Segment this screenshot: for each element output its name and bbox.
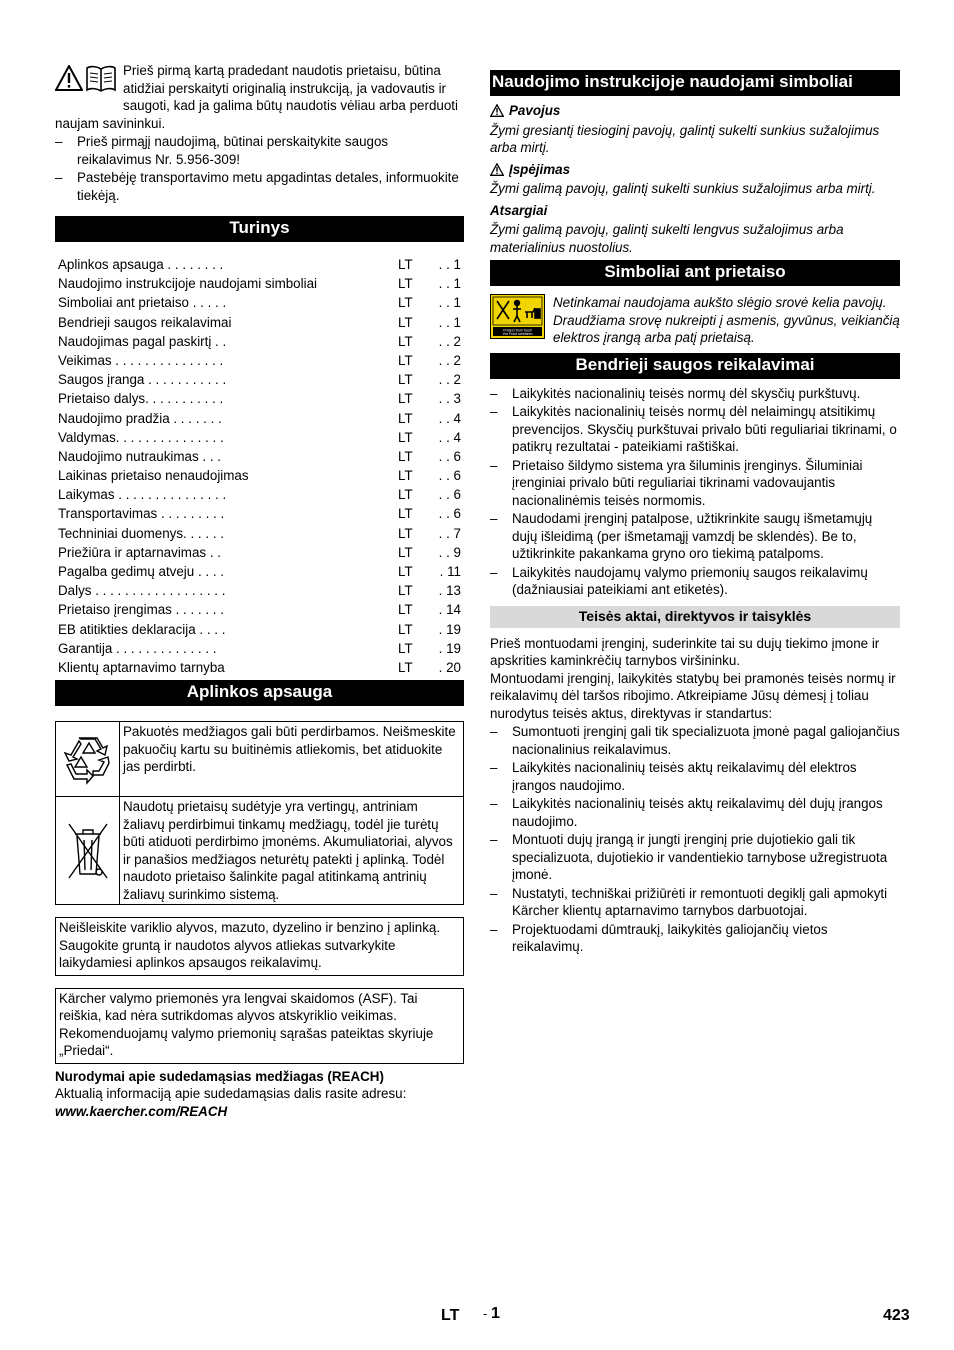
reach-link[interactable]: www.kaercher.com/REACH — [55, 1103, 228, 1119]
toc-title: Transportavimas . . . . . . . . . — [58, 506, 225, 522]
warning-triangle-icon — [55, 65, 83, 91]
toc-row[interactable] — [55, 504, 464, 523]
toc-lang: LT — [398, 506, 413, 522]
oil-notice-text: Neišleiskite variklio alyvos, mazuto, dyzelino ir benzino į aplinką. Saugokite gruntą ir naudotos alyvos atliekas sutvarkykite laikydamiesi aplinkos apsaugos reikalavimų. — [59, 920, 441, 971]
warning-label: Įspėjimas — [509, 161, 571, 177]
list-item: – Sumontuoti įrenginį gali tik specializuota įmonė pagal galiojančius nacionalinius reikalavimus. — [490, 723, 900, 758]
toc-row[interactable] — [55, 274, 464, 293]
list-item: – Laikykitės nacionalinių teisės aktų reikalavimų dėl elektros įrangos naudojimo. — [490, 759, 900, 794]
regulations-para2: Montuodami įrenginį, laikykitės statybų bei pramonės teisės normų ir reikalavimų dėl taršos ribojimo. Atkreipiame Jūsų dėmesį į toliau nurodytus teisės aktus, direktyvas ir standartus: — [490, 670, 896, 721]
env-table — [55, 721, 464, 905]
toc-lang: LT — [398, 621, 413, 637]
toc-page: . . 4 — [438, 429, 461, 445]
regulations-para1: Prieš montuodami įrenginį, suderinkite tai su dujų tiekimo įmone ir apskrities kaminkrėčių tarnybos viršininku. — [490, 635, 880, 668]
toc-lang: LT — [398, 640, 413, 656]
toc-row[interactable] — [55, 389, 464, 408]
toc-page: . . 1 — [438, 314, 461, 330]
toc-lang: LT — [398, 257, 413, 272]
toc-page: . 20 — [438, 659, 461, 675]
toc-title: Laikymas . . . . . . . . . . . . . . . — [58, 487, 227, 503]
toc-lang: LT — [398, 429, 413, 445]
symbols-heading: Naudojimo instrukcijoje naudojami simboliai — [490, 70, 900, 96]
frost-label-en: Protect from frost! — [503, 328, 532, 333]
toc-page: . . 3 — [438, 391, 461, 407]
toc-heading: Turinys — [55, 216, 464, 242]
toc-page: . . 9 — [438, 544, 461, 560]
bin-icon-cell — [56, 797, 120, 904]
toc-title: Prietaiso įrengimas . . . . . . . — [58, 602, 224, 618]
intro-section — [55, 62, 464, 204]
toc-lang: LT — [398, 659, 413, 675]
toc-lang: LT — [398, 295, 413, 311]
list-item: – Prietaiso šildymo sistema yra šiluminis įrenginys. Šiluminiai įrenginiai privalo būti reguliariai tikrinami vadovaujantis nacionalinėmis teisės normomis. — [490, 457, 900, 510]
toc-page: . 19 — [438, 621, 461, 637]
toc-page: . 19 — [438, 640, 461, 656]
intro-list — [55, 133, 464, 204]
toc-title: Prietaiso dalys. . . . . . . . . . . — [58, 391, 224, 407]
danger-text: Žymi gresiantį tiesioginį pavojų, galintį sukelti sunkius sužalojimus arba mirtį. — [490, 122, 880, 155]
list-item: – Naudodami įrenginį patalpose, užtikrinkite saugų išmetamųjų dujų išleidimą (per išmetamąjį vamzdį be sklendės). Be to, užtikrinkite pakankama gryno oro tiekimą patalpoms. — [490, 510, 900, 563]
toc-lang: LT — [398, 276, 413, 292]
toc-title: Priežiūra ir aptarnavimas . . — [58, 544, 221, 560]
list-item: – Nustatyti, techniškai prižiūrėti ir remontuoti degiklį gali apmokyti Kärcher klientų aptarnavimo tarnybos darbuotojai. — [490, 885, 900, 920]
list-item: – Projektuodami dūmtraukį, laikykitės galiojančių vietos reikalavimų. — [490, 921, 900, 956]
crossed-bin-icon — [65, 820, 111, 882]
toc-title: Veikimas . . . . . . . . . . . . . . . — [58, 352, 224, 368]
toc-lang: LT — [398, 564, 413, 579]
toc-lang: LT — [398, 410, 413, 426]
left-column — [55, 62, 464, 1120]
toc-title: Techniniai duomenys. . . . . . — [58, 525, 224, 541]
danger-label-row — [490, 102, 900, 120]
reach-title: Nurodymai apie sudedamąsias medžiagas (REACH) — [55, 1068, 384, 1084]
toc-page: . . 2 — [438, 352, 461, 368]
toc-row[interactable] — [55, 581, 464, 600]
toc-page: . 11 — [439, 564, 461, 579]
toc-lang: LT — [398, 333, 413, 349]
toc-lang: LT — [398, 544, 413, 560]
toc-row[interactable] — [55, 524, 464, 543]
list-item: – Laikykitės nacionalinių teisės aktų reikalavimų dėl dujų įrangos naudojimo. — [490, 795, 900, 830]
toc-row[interactable] — [55, 428, 464, 447]
toc-title: Naudojimo pradžia . . . . . . . — [58, 410, 222, 426]
toc-lang: LT — [398, 583, 413, 599]
list-item: – Prieš pirmąjį naudojimą, būtinai perskaitykite saugos reikalavimus Nr. 5.956-309! — [55, 133, 464, 168]
list-item: – Laikykitės nacionalinių teisės normų dėl skysčių purkštuvų. — [490, 385, 900, 403]
toc-row[interactable] — [55, 562, 464, 581]
safety-heading: Bendrieji saugos reikalavimai — [490, 353, 900, 379]
toc-row[interactable] — [55, 620, 464, 639]
oil-notice-box — [55, 917, 464, 976]
safety-list — [490, 385, 900, 599]
caution-text: Žymi galimą pavojų, galintį sukelti lengvus sužalojimus arba materialinius nuostolius. — [490, 222, 844, 255]
footer-page-number: 423 — [883, 1307, 910, 1324]
regulations-list — [490, 723, 900, 956]
toc-lang: LT — [398, 314, 413, 330]
toc-row[interactable] — [55, 255, 464, 274]
toc-row[interactable] — [55, 600, 464, 619]
toc-title: Klientų aptarnavimo tarnyba — [58, 659, 225, 675]
device-symbol-text: Netinkamai naudojama aukšto slėgio srovė kelia pavojų. Draudžiama srovę nukreipti į asmenis, gyvūnus, veikiančią elektros įrangą arba patį prietaisą. — [553, 295, 900, 345]
toc-title: Valdymas. . . . . . . . . . . . . . . — [58, 429, 224, 445]
warning-text: Žymi galimą pavojų, galintį sukelti sunkius sužalojimus arba mirtį. — [490, 181, 876, 196]
device-symbols-heading: Simboliai ant prietaiso — [490, 260, 900, 286]
recycle-icon — [61, 733, 115, 785]
device-symbol-row — [490, 294, 900, 347]
footer-section-number — [483, 1305, 500, 1323]
toc-lang: LT — [398, 468, 413, 484]
toc-title: Laikinas prietaiso nenaudojimas — [58, 468, 249, 484]
footer-dash: - — [483, 1306, 488, 1321]
list-item: – Laikykitės naudojamų valymo priemonių saugos reikalavimų (dažniausiai pateikiami ant etiketės). — [490, 564, 900, 599]
toc-lang: LT — [398, 602, 413, 618]
toc-page: . . 2 — [438, 372, 461, 388]
toc-title: Naudojimo nutraukimas . . . — [58, 448, 221, 464]
toc-title: Simboliai ant prietaiso . . . . . — [58, 295, 227, 311]
recycle-icon-cell — [56, 722, 120, 796]
toc-title: Saugos įranga . . . . . . . . . . . — [58, 372, 227, 388]
toc-title: Garantija . . . . . . . . . . . . . . — [58, 640, 217, 656]
toc-title: Naudojimo instrukcijoje naudojami simboliai — [58, 276, 318, 292]
toc-row[interactable] — [55, 485, 464, 504]
toc-page: . . 1 — [438, 257, 461, 272]
reach-text: Aktualią informaciją apie sudedamąsias dalis rasite adresu: — [55, 1086, 407, 1102]
toc-title: Bendrieji saugos reikalavimai — [58, 314, 232, 330]
toc-row[interactable] — [55, 447, 464, 466]
toc-title: EB atitikties deklaracija . . . . — [58, 621, 226, 637]
manual-book-icon — [85, 65, 117, 93]
toc-row[interactable] — [55, 658, 464, 677]
env-text-disposal: Naudotų prietaisų sudėtyje yra vertingų, antriniam žaliavų perdirbimui tinkamų medžiagų, todėl jie turėtų būti atiduoti perdirbimo įmonėms. Akumuliatoriai, alyvos ir panašios medžiagos neturėtų patekti į aplinką. Todėl naudoto prietaiso šalinkite pagal atitinkamą antrinių žaliavų surinkimo sistemą. — [123, 799, 453, 902]
toc-lang: LT — [398, 352, 413, 368]
right-column — [490, 62, 900, 956]
list-item: – Montuoti dujų įrangą ir jungti įrenginį prie dujotiekio gali tik specializuota, dujotiekio ir vandentiekio tarnybose užregistruota įmonė. — [490, 831, 900, 884]
list-item: – Pastebėję transportavimo metu apgadintas detales, informuokite tiekėją. — [55, 169, 464, 204]
toc-lang: LT — [398, 448, 413, 464]
footer-language: LT — [441, 1307, 460, 1324]
toc-lang: LT — [398, 391, 413, 407]
asf-notice-box — [55, 988, 464, 1064]
toc-row[interactable] — [55, 409, 464, 428]
toc-page: . . 6 — [438, 506, 461, 522]
toc-title: Aplinkos apsauga . . . . . . . . — [58, 257, 224, 272]
warning-label-row — [490, 161, 900, 179]
intro-text: Prieš pirmą kartą pradedant naudotis prietaisu, būtina atidžiai perskaityti originalią instrukciją, ja vadovautis ir saugoti, kad ja galima būtų naudotis vėliau arba perduoti naujam savininkui. — [55, 63, 458, 131]
env-text-packaging: Pakuotės medžiagos gali būti perdirbamos. Neišmeskite pakuočių kartu su buitinėmis atliekomis, bet atiduokite jas perdirbti. — [123, 724, 456, 775]
toc-page: . 13 — [438, 583, 461, 599]
toc-row[interactable] — [55, 293, 464, 312]
toc-page: . . 2 — [438, 333, 461, 349]
toc-row[interactable] — [55, 639, 464, 658]
warning-triangle-icon — [490, 163, 504, 176]
toc-page: . . 7 — [438, 525, 461, 541]
toc-page: . . 6 — [438, 448, 461, 464]
toc-title: Naudojimas pagal paskirtį . . — [58, 333, 227, 349]
high-pressure-warning-icon — [490, 294, 545, 339]
toc-lang: LT — [398, 372, 413, 388]
toc-row[interactable] — [55, 370, 464, 389]
env-heading: Aplinkos apsauga — [55, 680, 464, 706]
intro-icons — [55, 65, 119, 101]
caution-label: Atsargiai — [490, 202, 548, 218]
env-row-disposal — [56, 796, 463, 904]
table-of-contents — [55, 255, 464, 677]
toc-lang: LT — [398, 525, 413, 541]
regulations-heading: Teisės aktai, direktyvos ir taisyklės — [490, 606, 900, 628]
warning-triangle-icon — [490, 104, 504, 117]
env-row-packaging — [56, 722, 463, 796]
toc-row[interactable] — [55, 466, 464, 485]
toc-page: . . 1 — [438, 295, 461, 311]
danger-label: Pavojus — [509, 103, 561, 118]
frost-label-de: Vor Frost schützen — [502, 332, 533, 337]
toc-lang: LT — [398, 487, 413, 503]
toc-title: Dalys . . . . . . . . . . . . . . . . . . — [58, 583, 226, 599]
toc-page: . . 6 — [438, 487, 461, 503]
toc-row[interactable] — [55, 543, 464, 562]
toc-page: . . 6 — [438, 468, 461, 484]
toc-page: . . 1 — [438, 276, 461, 292]
footer-num: 1 — [490, 1305, 500, 1322]
asf-notice-text: Kärcher valymo priemonės yra lengvai skaidomos (ASF). Tai reiškia, kad nėra sutrikdomas alyvos atskyriklio veikimas. Rekomenduojamų valymo priemonių sąrašas pateiktas skyriuje „Priedai“. — [59, 990, 434, 1059]
toc-page: . 14 — [438, 602, 461, 618]
toc-row[interactable] — [55, 313, 464, 332]
toc-row[interactable] — [55, 351, 464, 370]
toc-page: . . 4 — [438, 410, 461, 426]
toc-title: Pagalba gedimų atveju . . . . — [58, 564, 224, 579]
toc-row[interactable] — [55, 332, 464, 351]
list-item: – Laikykitės nacionalinių teisės normų dėl nelaimingų atsitikimų prevencijos. Skysčių purkštuvai privalo būti reguliariai tikrinami, o patikrų rezultatai - pateikiami raštiškai. — [490, 403, 900, 456]
